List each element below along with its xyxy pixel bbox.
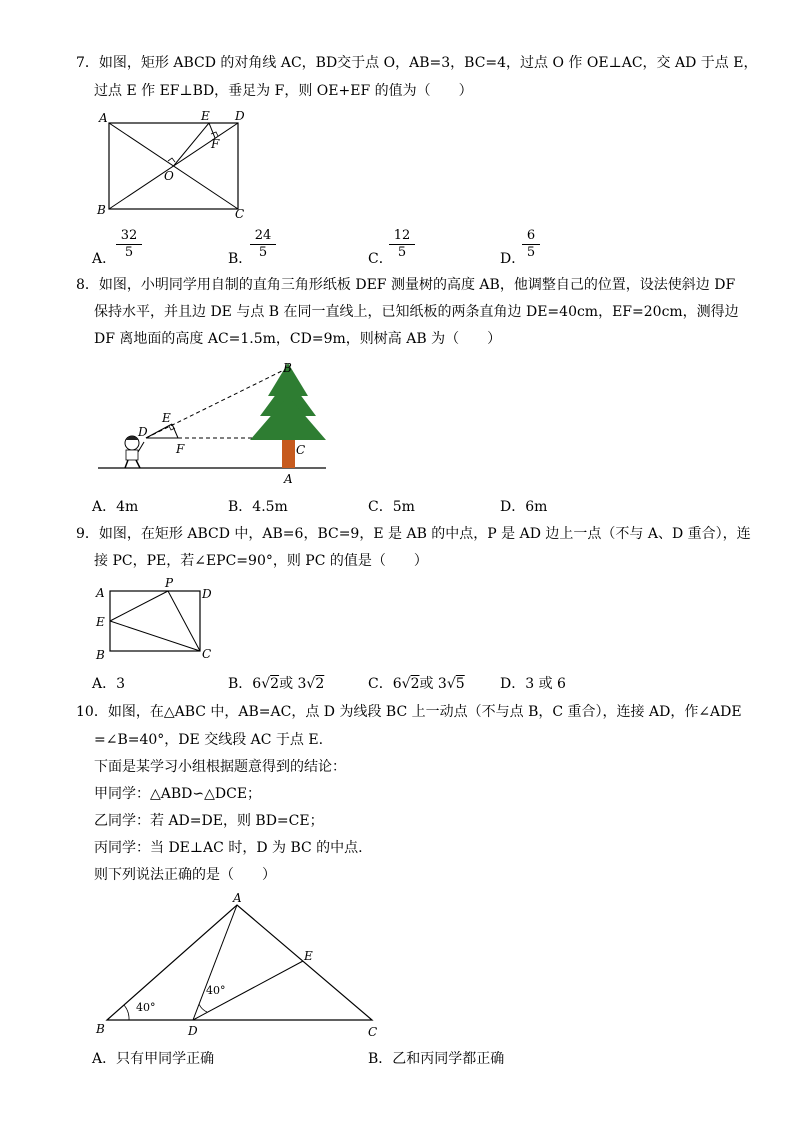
q10-label-b: B	[96, 1022, 105, 1036]
q8-option-c: C．5m	[368, 499, 415, 515]
q10-label-angle-d: 40°	[206, 984, 226, 997]
q10-label-e: E	[304, 949, 313, 963]
q7-option-c-den: 5	[397, 245, 407, 260]
q9-label-b: B	[96, 648, 105, 662]
q9-label-c: C	[202, 647, 212, 661]
q8-text-line2: 保持水平，并且边 DE 与点 B 在同一直线上，已知纸板的两条直角边 DE=40cm，EF=20cm，测得边	[94, 304, 739, 320]
q9-option-b-radicand-b: 2	[315, 676, 325, 692]
q10-option-b: B．乙和丙同学都正确	[368, 1051, 505, 1067]
q10-option-a: A．只有甲同学正确	[92, 1051, 215, 1067]
q7-label-a: A	[99, 111, 108, 125]
q7-option-b-den: 5	[258, 245, 268, 260]
q10-label-a: A	[233, 891, 242, 905]
q7-label-e: E	[201, 109, 210, 123]
q7-option-c-num: 12	[393, 228, 411, 243]
q10-label-d: D	[188, 1024, 198, 1038]
q7-option-d-letter: D．	[500, 251, 526, 267]
q10-text-line3: 下面是某学习小组根据题意得到的结论：	[94, 759, 346, 775]
q9-option-b-letter: B．	[228, 676, 253, 692]
q10-text-line7: 则下列说法正确的是（ ）	[94, 867, 276, 883]
q9-text-line2: 接 PC，PE，若∠EPC=90°，则 PC 的值是（ ）	[94, 553, 428, 569]
q9-option-a-text: 3	[116, 676, 126, 692]
q7-label-o: O	[164, 169, 174, 183]
q8-text-line1: 8．如图，小明同学用自制的直角三角形纸板 DEF 测量树的高度 AB，他调整自己的位置，设法使斜边 DF	[76, 277, 736, 293]
q10-text-line6: 丙同学：当 DE⊥AC 时，D 为 BC 的中点.	[94, 840, 363, 856]
q7-option-a-den: 5	[124, 245, 134, 260]
q7-option-a-fraction	[116, 229, 142, 260]
q8-label-d: D	[138, 425, 148, 439]
q8-option-b: B．4.5m	[228, 499, 288, 515]
q9-option-b: B．6√2或 3√2	[228, 676, 325, 692]
q8-option-a: A．4m	[92, 499, 139, 515]
q8-label-b: B	[283, 361, 292, 375]
q7-label-d: D	[235, 109, 245, 123]
q7-label-c: C	[235, 207, 245, 221]
q7-label-f: F	[211, 137, 220, 151]
q10-figure	[92, 890, 392, 1042]
q8-label-a: A	[284, 472, 293, 486]
q7-option-b-num: 24	[254, 228, 272, 243]
q10-label-angle-b: 40°	[136, 1001, 156, 1014]
q9-option-d	[500, 675, 566, 693]
q7-figure	[95, 108, 255, 221]
q9-option-c-coef: 6	[392, 676, 402, 692]
q7-option-a-num: 32	[120, 228, 138, 243]
q7-option-a-letter: A．	[92, 251, 117, 267]
q9-option-b-radicand-a: 2	[270, 676, 280, 692]
q8-option-d: D．6m	[500, 499, 548, 515]
q7-option-c-fraction	[389, 229, 415, 260]
q9-label-e: E	[96, 615, 105, 629]
q9-option-c-radicand-a: 2	[410, 676, 420, 692]
q7-option-b-fraction	[250, 229, 276, 260]
q9-option-c: C．6√2或 3√5	[368, 676, 465, 692]
q7-option-b-letter: B．	[228, 251, 253, 267]
q9-option-d-letter: D．	[500, 676, 526, 692]
q8-label-c: C	[296, 443, 306, 457]
q9-label-a: A	[96, 586, 105, 600]
q7-option-c-letter: C．	[368, 251, 393, 267]
q8-label-e: E	[162, 411, 171, 425]
q10-text-line4: 甲同学：△ABD∽△DCE；	[94, 786, 262, 802]
q9-label-d: D	[202, 587, 212, 601]
q9-option-a-letter: A．	[92, 676, 117, 692]
q8-figure	[98, 358, 338, 490]
q10-label-c: C	[368, 1025, 378, 1039]
q9-option-c-mid: 或 3	[419, 676, 447, 692]
q7-label-b: B	[97, 203, 106, 217]
q8-label-f: F	[176, 442, 185, 456]
q9-figure	[92, 578, 222, 664]
q7-text-line2: 过点 E 作 EF⊥BD，垂足为 F，则 OE+EF 的值为（ ）	[94, 83, 473, 99]
q10-text-line2: =∠B=40°，DE 交线段 AC 于点 E.	[94, 732, 324, 748]
q9-option-d-text: 3 或 6	[525, 676, 566, 692]
q9-option-c-letter: C．	[368, 676, 393, 692]
tree-icon	[250, 363, 326, 468]
q9-option-a	[92, 675, 125, 693]
q7-option-d-num: 6	[526, 228, 536, 243]
boy-figure	[125, 436, 144, 468]
q9-option-b-coef: 6	[252, 676, 262, 692]
q8-text-line3: DF 离地面的高度 AC=1.5m，CD=9m，则树高 AB 为（ ）	[94, 331, 502, 347]
q10-text-line5: 乙同学：若 AD=DE，则 BD=CE；	[94, 813, 324, 829]
q9-option-b-mid: 或 3	[279, 676, 307, 692]
q9-option-c-radicand-b: 5	[455, 676, 465, 692]
q9-label-p: P	[165, 576, 174, 590]
q9-text-line1: 9．如图，在矩形 ABCD 中，AB=6，BC=9，E 是 AB 的中点，P 是 AD 边上一点（不与 A、D 重合），连	[76, 526, 751, 542]
q7-text-line1: 7．如图，矩形 ABCD 的对角线 AC，BD交于点 O，AB=3，BC=4，过点 O 作 OE⊥AC，交 AD 于点 E，	[76, 55, 758, 71]
q7-option-d-fraction	[522, 229, 540, 260]
q10-text-line1: 10．如图，在△ABC 中，AB=AC，点 D 为线段 BC 上一动点（不与点 B，C 重合），连接 AD，作∠ADE	[76, 704, 742, 720]
q7-option-d-den: 5	[526, 245, 536, 260]
